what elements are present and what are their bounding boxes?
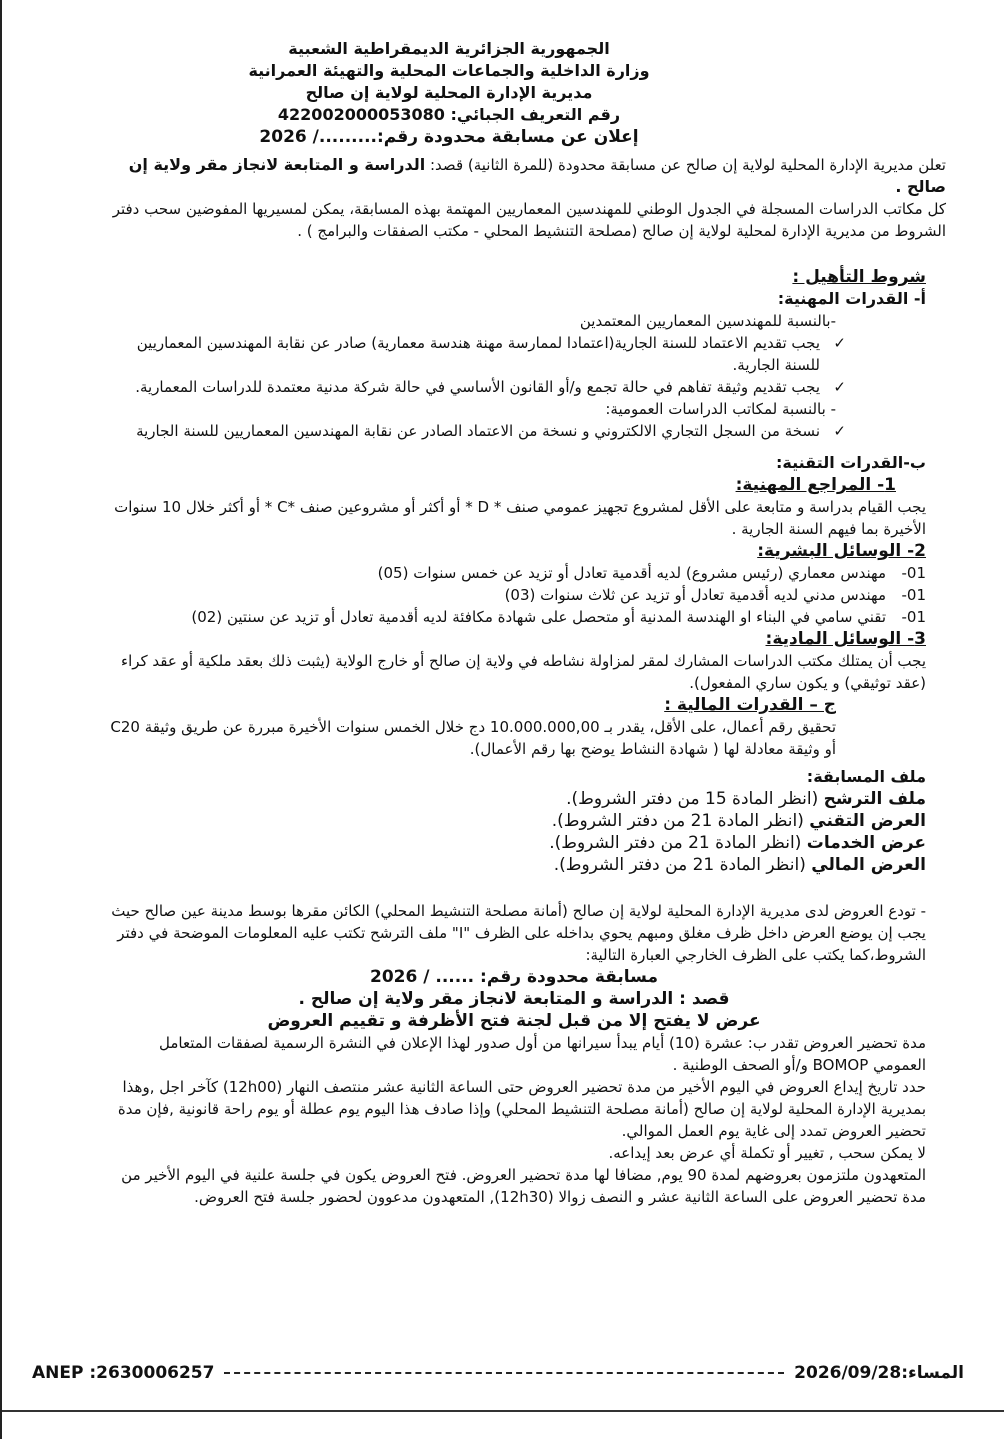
item-count: 01-: [901, 608, 926, 626]
withdrawal-paragraph: كل مكاتب الدراسات المسجلة في الجدول الوطني للمهندسين المعماريين المهتمة بهذه المسابقة، يمكن لمسيريها المفوضين سحب دفتر الشروط من مديرية الإدارة لمحلية لولاية إن صالح (مصلحة التنشيط المحلي - مكتب الصفقات والبرامج ) .: [112, 200, 946, 240]
opening-session: المتعهدون ملتزمون بعروضهم لمدة 90 يوم, مضافا لها مدة تحضير العروض. فتح العروض يكون في جلسة علنية في اليوم الأخير من مدة تحضير العروض على الساعة الثانية عشر و النصف زوالا (12h30), المتعهدون مدعوون لحضور جلسة فتح العروض.: [121, 1166, 926, 1206]
file-item-name: عرض الخدمات: [806, 833, 926, 853]
submission-text: - تودع العروض لدى مديرية الإدارة المحلية لولاية إن صالح (أمانة مصلحة التنشيط المحلي) الكائن مقرها بوسط مدينة عين صالح حيث يجب إن يوضع العرض داخل ظرف مغلق ومبهم يحوي بداخله على الظرف "I" ملف الترشح تكتب عليه المعلومات الموضحة في دفتر الشروط،كما يكتب على الظرف الخارجي العبارة التالية:: [111, 902, 926, 964]
envelope-line-1: مسابقة محدودة رقم: ...... / 2026: [370, 967, 658, 987]
republic-name: الجمهورية الجزائرية الديمقراطية الشعبية: [288, 39, 610, 58]
letterhead: [102, 38, 796, 148]
intro-text: تعلن مديرية الإدارة المحلية لولاية إن صالح عن مسابقة محدودة (للمرة الثانية) قصد:: [425, 156, 946, 174]
closing-section: [102, 1032, 926, 1208]
bottom-divider: [2, 1410, 1004, 1412]
check-item: [102, 420, 846, 442]
competition-file-section: [102, 766, 926, 876]
checkmark-icon: ✓: [833, 422, 846, 440]
check-text: نسخة من السجل التجاري الالكتروني و نسخة من الاعتماد الصادر عن نقابة المهندسين المعماريين للسنة الجارية: [136, 422, 820, 440]
material-resources-title: 3- الوسائل المادية:: [765, 629, 926, 649]
human-resources-list: [102, 562, 926, 628]
announcement-title: إعلان عن مسابقة محدودة رقم:........./ 2026: [259, 127, 639, 147]
envelope-line-2: قصد : الدراسة و المتابعة لانجاز مقر ولاية إن صالح .: [298, 989, 730, 1009]
qualification-title: شروط التأهيل :: [792, 267, 926, 287]
file-item: [102, 788, 926, 810]
file-item-name: العرض المالي: [811, 855, 926, 875]
footer-rule: [224, 1372, 784, 1374]
project-subject: الدراسة و المتابعة لانجاز مقر ولاية إن صالح .: [128, 155, 946, 196]
deposit-deadline: حدد تاريخ إيداع العروض في اليوم الأخير من مدة تحضير العروض حتى الساعة الثانية عشر منتصف النهار (12h00) كآخر اجل ,وهذا بمديرية الإدارة المحلية لولاية إن صالح (أمانة مصلحة التنشيط المحلي) وإذا صادف هذا اليوم يوم عطلة أو يوم راحة قانونية ,فإن مدة تحضير العروض تمدد إلى غاية يوم العمل الموالي.: [117, 1078, 926, 1140]
file-item-name: العرض التقني: [809, 811, 926, 831]
check-text: يجب تقديم الاعتماد للسنة الجارية(اعتمادا لممارسة مهنة هندسة معمارية) صادر عن نقابة المهندسين المعماريين للسنة الجارية.: [136, 334, 820, 374]
publication-footer: [32, 1358, 964, 1388]
check-text: يجب تقديم وثيقة تفاهم في حالة تجمع و/أو القانون الأساسي في حالة شركة مدنية معتمدة للدراسات المعمارية.: [135, 378, 820, 396]
submission-section: [102, 900, 926, 1032]
check-item: [102, 332, 846, 376]
item-count: 01-: [901, 586, 926, 604]
professional-capacity-title: أ- القدرات المهنية:: [777, 289, 926, 308]
file-item-ref: (انظر المادة 21 من دفتر الشروط).: [551, 811, 810, 831]
preparation-period: مدة تحضير العروض تقدر ب: عشرة (10) أيام يبدأ سيرانها من أول صدور لهذا الإعلان في النشرة الرسمية لصفقات المتعامل العمومي BOMOP و/أو الصحف الوطنية .: [159, 1034, 926, 1074]
financial-capacity-title: ج – القدرات المالية :: [664, 695, 836, 715]
public-offices-label: - بالنسبة لمكاتب الدراسات العمومية:: [605, 400, 836, 418]
file-item: [102, 854, 926, 876]
file-item: [102, 832, 926, 854]
list-item: [102, 606, 926, 628]
anep-reference: ANEP :2630006257: [32, 1363, 215, 1383]
file-item-ref: (انظر المادة 15 من دفتر الشروط).: [566, 789, 824, 809]
qualification-section: [102, 266, 926, 760]
item-count: 01-: [901, 564, 926, 582]
ministry-name: وزارة الداخلية والجماعات المحلية والتهيئة العمرانية: [248, 61, 650, 80]
file-item-ref: (انظر المادة 21 من دفتر الشروط).: [549, 833, 807, 853]
file-item-name: ملف الترشح: [823, 789, 926, 809]
item-text: مهندس مدني لديه أقدمية تعادل أو تزيد عن ثلاث سنوات (03): [504, 586, 886, 604]
file-item-ref: (انظر المادة 21 من دفتر الشروط).: [553, 855, 812, 875]
directorate-name: مديرية الإدارة المحلية لولاية إن صالح: [305, 83, 593, 102]
checkmark-icon: ✓: [833, 378, 846, 396]
publication-date: 2026/09/28: [794, 1363, 902, 1383]
references-title: 1- المراجع المهنية:: [735, 475, 896, 495]
announcement-body: [102, 38, 946, 1208]
checkmark-icon: ✓: [833, 334, 846, 352]
newspaper-name: :المساء: [901, 1363, 964, 1383]
intro-paragraph: [102, 154, 946, 198]
material-resources-text: يجب أن يمتلك مكتب الدراسات المشارك لمقر لمزاولة نشاطه في ولاية إن صالح أو خارج الولاية (يثبت ذلك بعقد ملكية أو عقد كراء (عقد توثيقي) و يكون ساري المفعول).: [121, 652, 926, 692]
file-item: [102, 810, 926, 832]
tax-id: رقم التعريف الجبائي: 422002000053080: [277, 105, 621, 124]
human-resources-title: 2- الوسائل البشرية:: [757, 541, 926, 561]
item-text: مهندس معماري (رئيس مشروع) لديه أقدمية تعادل أو تزيد عن خمس سنوات (05): [377, 564, 886, 582]
list-item: [102, 584, 926, 606]
item-text: تقني سامي في البناء او الهندسة المدنية أو متحصل على شهادة مكافئة لديه أقدمية تعادل أو تزيد عن سنتين (02): [191, 608, 886, 626]
check-item: [102, 376, 846, 398]
withdrawal-rule: لا يمكن سحب , تغيير أو تكملة أي عرض بعد إيداعه.: [608, 1144, 926, 1162]
intro-section: [102, 154, 946, 242]
financial-capacity-text: تحقيق رقم أعمال، على الأقل، يقدر بـ 10.000.000,00 دج خلال الخمس سنوات الأخيرة مبررة عن طريق وثيقة C20 أو وثيقة معادلة لها ( شهادة النشاط يوضح بها رقم الأعمال).: [110, 718, 836, 758]
competition-file-title: ملف المسابقة:: [806, 767, 926, 786]
envelope-line-3: عرض لا يفتح إلا من قبل لجنة فتح الأظرفة و تقييم العروض: [267, 1011, 761, 1031]
references-text: يجب القيام بدراسة و متابعة على الأقل لمشروع تجهيز عمومي صنف * D * أو أكثر أو مشروعين صنف *C * أو أكثر خلال 10 سنوات الأخيرة بما فيهم السنة الجارية .: [114, 498, 926, 538]
list-item: [102, 562, 926, 584]
technical-capacity-title: ب-القدرات التقنية:: [775, 453, 926, 472]
architects-label: -بالنسبة للمهندسين المعماريين المعتمدين: [579, 312, 836, 330]
